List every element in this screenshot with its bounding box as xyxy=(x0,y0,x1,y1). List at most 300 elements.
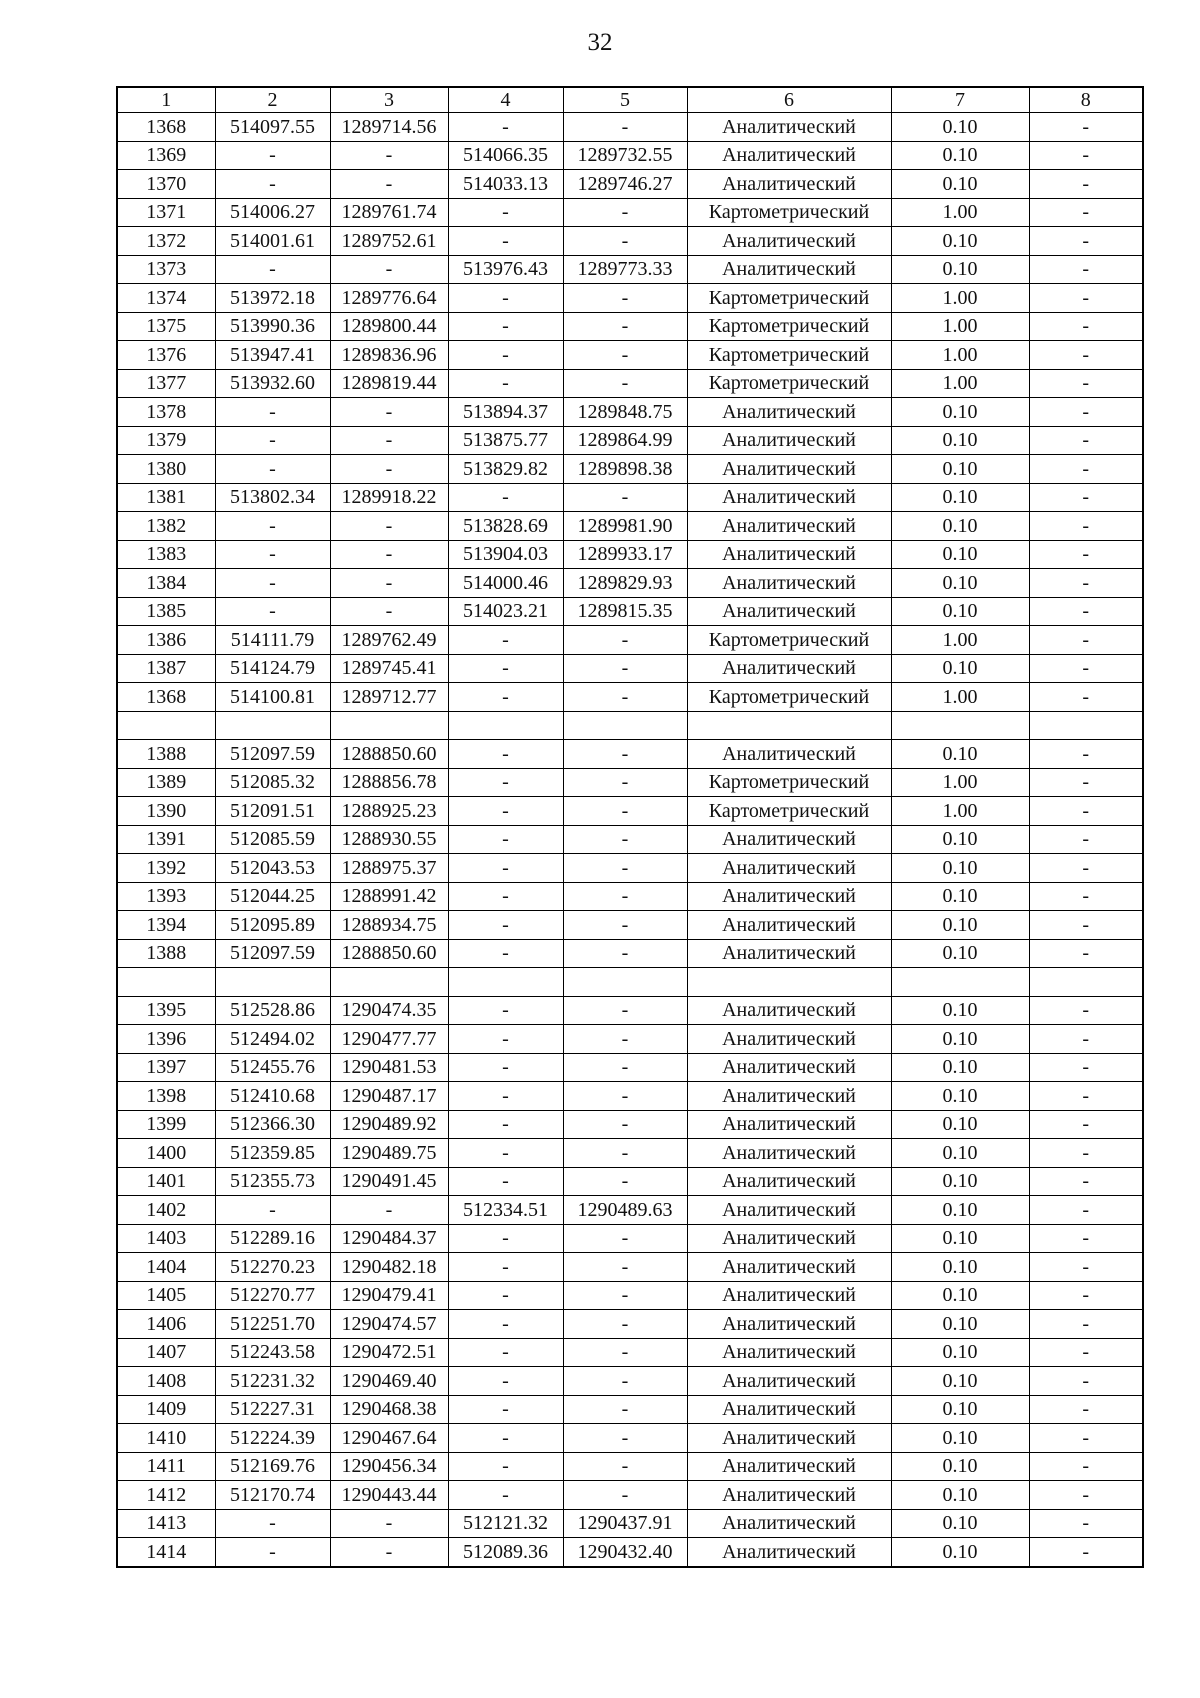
method-cell: Аналитический xyxy=(687,1110,891,1139)
x-new-cell: - xyxy=(448,1424,563,1453)
y-new-cell: 1289848.75 xyxy=(563,398,687,427)
y-new-cell: 1289815.35 xyxy=(563,597,687,626)
table-row xyxy=(117,426,1143,455)
x-new-cell: 513875.77 xyxy=(448,426,563,455)
x-existing-cell: 512455.76 xyxy=(215,1053,330,1082)
x-new-cell: 514033.13 xyxy=(448,170,563,199)
y-existing-cell: 1290484.37 xyxy=(330,1224,448,1253)
y-new-cell: - xyxy=(563,768,687,797)
note-cell: - xyxy=(1029,198,1143,227)
x-new-cell: - xyxy=(448,1253,563,1282)
table-row xyxy=(117,1253,1143,1282)
y-existing-cell: - xyxy=(330,540,448,569)
accuracy-cell: 0.10 xyxy=(891,882,1029,911)
point-number-cell: 1413 xyxy=(117,1509,215,1538)
note-cell: - xyxy=(1029,740,1143,769)
method-cell: Аналитический xyxy=(687,1025,891,1054)
header-row xyxy=(117,87,1143,113)
x-existing-cell: 512528.86 xyxy=(215,996,330,1025)
x-existing-cell: 514001.61 xyxy=(215,227,330,256)
table-header xyxy=(117,87,1143,113)
table-row xyxy=(117,1452,1143,1481)
y-existing-cell: 1289745.41 xyxy=(330,654,448,683)
table-row xyxy=(117,597,1143,626)
note-cell: - xyxy=(1029,540,1143,569)
note-cell: - xyxy=(1029,141,1143,170)
table-row xyxy=(117,1196,1143,1225)
x-existing-cell: 512043.53 xyxy=(215,854,330,883)
accuracy-cell: 0.10 xyxy=(891,569,1029,598)
x-existing-cell: 512270.77 xyxy=(215,1281,330,1310)
y-existing-cell: 1288856.78 xyxy=(330,768,448,797)
accuracy-cell: 1.00 xyxy=(891,198,1029,227)
page-number: 32 xyxy=(587,29,613,56)
header-cell-col-7: 7 xyxy=(891,87,1029,113)
table-row xyxy=(117,1139,1143,1168)
header-cell-col-5: 5 xyxy=(563,87,687,113)
table-row xyxy=(117,1395,1143,1424)
note-cell: - xyxy=(1029,426,1143,455)
method-cell: Аналитический xyxy=(687,1196,891,1225)
note-cell: - xyxy=(1029,854,1143,883)
point-number-cell: 1407 xyxy=(117,1338,215,1367)
x-existing-cell: 514100.81 xyxy=(215,683,330,712)
y-new-cell: 1289773.33 xyxy=(563,255,687,284)
x-new-cell: - xyxy=(448,911,563,940)
note-cell: - xyxy=(1029,1082,1143,1111)
point-number-cell: 1387 xyxy=(117,654,215,683)
y-existing-cell: 1289712.77 xyxy=(330,683,448,712)
y-new-cell: - xyxy=(563,882,687,911)
accuracy-cell: 0.10 xyxy=(891,1367,1029,1396)
y-existing-cell: 1289762.49 xyxy=(330,626,448,655)
x-existing-cell: 512355.73 xyxy=(215,1167,330,1196)
method-cell: Картометрический xyxy=(687,198,891,227)
table-row xyxy=(117,398,1143,427)
point-number-cell: 1395 xyxy=(117,996,215,1025)
note-cell: - xyxy=(1029,911,1143,940)
y-new-cell: - xyxy=(563,1139,687,1168)
method-cell: Картометрический xyxy=(687,284,891,313)
table-row xyxy=(117,854,1143,883)
method-cell: Аналитический xyxy=(687,1253,891,1282)
note-cell: - xyxy=(1029,512,1143,541)
point-number-cell: 1374 xyxy=(117,284,215,313)
note-cell: - xyxy=(1029,569,1143,598)
table-row xyxy=(117,141,1143,170)
x-existing-cell: 514006.27 xyxy=(215,198,330,227)
accuracy-cell: 0.10 xyxy=(891,996,1029,1025)
y-new-cell: - xyxy=(563,341,687,370)
note-cell: - xyxy=(1029,882,1143,911)
accuracy-cell: 0.10 xyxy=(891,825,1029,854)
point-number-cell: 1410 xyxy=(117,1424,215,1453)
x-existing-cell: 513947.41 xyxy=(215,341,330,370)
y-existing-cell: - xyxy=(330,1538,448,1567)
y-existing-cell: - xyxy=(330,455,448,484)
y-existing-cell: 1288925.23 xyxy=(330,797,448,826)
table-row xyxy=(117,1025,1143,1054)
y-new-cell: - xyxy=(563,284,687,313)
x-existing-cell: 512231.32 xyxy=(215,1367,330,1396)
y-new-cell: - xyxy=(563,198,687,227)
y-new-cell: 1289933.17 xyxy=(563,540,687,569)
accuracy-cell: 0.10 xyxy=(891,227,1029,256)
y-existing-cell: 1289918.22 xyxy=(330,483,448,512)
y-existing-cell: - xyxy=(330,569,448,598)
y-new-cell: 1289732.55 xyxy=(563,141,687,170)
y-existing-cell: 1289776.64 xyxy=(330,284,448,313)
y-existing-cell: 1290469.40 xyxy=(330,1367,448,1396)
note-cell: - xyxy=(1029,483,1143,512)
method-cell: Аналитический xyxy=(687,597,891,626)
point-number-cell: 1405 xyxy=(117,1281,215,1310)
y-new-cell: - xyxy=(563,1395,687,1424)
y-new-cell xyxy=(563,711,687,740)
note-cell: - xyxy=(1029,626,1143,655)
note-cell: - xyxy=(1029,1310,1143,1339)
note-cell: - xyxy=(1029,1196,1143,1225)
accuracy-cell: 0.10 xyxy=(891,141,1029,170)
point-number-cell: 1388 xyxy=(117,740,215,769)
y-existing-cell: 1290477.77 xyxy=(330,1025,448,1054)
x-existing-cell: - xyxy=(215,398,330,427)
x-existing-cell: 512359.85 xyxy=(215,1139,330,1168)
x-existing-cell: 512169.76 xyxy=(215,1452,330,1481)
table-row xyxy=(117,711,1143,740)
point-number-cell xyxy=(117,968,215,997)
point-number-cell: 1384 xyxy=(117,569,215,598)
table-row xyxy=(117,1538,1143,1567)
accuracy-cell: 0.10 xyxy=(891,1310,1029,1339)
x-new-cell: 513894.37 xyxy=(448,398,563,427)
y-existing-cell: 1290468.38 xyxy=(330,1395,448,1424)
method-cell: Аналитический xyxy=(687,455,891,484)
x-new-cell: 513904.03 xyxy=(448,540,563,569)
point-number-cell: 1402 xyxy=(117,1196,215,1225)
y-existing-cell: - xyxy=(330,426,448,455)
table-row xyxy=(117,626,1143,655)
y-new-cell: - xyxy=(563,1424,687,1453)
x-existing-cell: 513972.18 xyxy=(215,284,330,313)
method-cell: Аналитический xyxy=(687,1538,891,1567)
table-row xyxy=(117,996,1143,1025)
accuracy-cell: 0.10 xyxy=(891,1110,1029,1139)
accuracy-cell: 0.10 xyxy=(891,740,1029,769)
method-cell: Картометрический xyxy=(687,626,891,655)
x-new-cell: - xyxy=(448,768,563,797)
point-number-cell: 1411 xyxy=(117,1452,215,1481)
x-existing-cell: - xyxy=(215,512,330,541)
accuracy-cell: 1.00 xyxy=(891,312,1029,341)
x-new-cell: - xyxy=(448,369,563,398)
method-cell: Аналитический xyxy=(687,512,891,541)
x-new-cell: - xyxy=(448,1281,563,1310)
point-number-cell: 1370 xyxy=(117,170,215,199)
y-existing-cell: 1290489.92 xyxy=(330,1110,448,1139)
accuracy-cell: 0.10 xyxy=(891,1053,1029,1082)
point-number-cell: 1378 xyxy=(117,398,215,427)
x-new-cell: - xyxy=(448,284,563,313)
x-existing-cell: - xyxy=(215,426,330,455)
y-existing-cell: - xyxy=(330,170,448,199)
y-new-cell: - xyxy=(563,1224,687,1253)
point-number-cell: 1381 xyxy=(117,483,215,512)
y-new-cell: - xyxy=(563,227,687,256)
point-number-cell: 1408 xyxy=(117,1367,215,1396)
x-new-cell: - xyxy=(448,740,563,769)
point-number-cell: 1397 xyxy=(117,1053,215,1082)
table-row xyxy=(117,455,1143,484)
accuracy-cell: 0.10 xyxy=(891,540,1029,569)
y-new-cell: - xyxy=(563,626,687,655)
method-cell: Аналитический xyxy=(687,996,891,1025)
point-number-cell: 1373 xyxy=(117,255,215,284)
y-new-cell: - xyxy=(563,1281,687,1310)
point-number-cell: 1400 xyxy=(117,1139,215,1168)
accuracy-cell: 0.10 xyxy=(891,1424,1029,1453)
note-cell: - xyxy=(1029,1338,1143,1367)
point-number-cell: 1392 xyxy=(117,854,215,883)
accuracy-cell: 1.00 xyxy=(891,626,1029,655)
x-new-cell: - xyxy=(448,654,563,683)
x-existing-cell: 513932.60 xyxy=(215,369,330,398)
table-row xyxy=(117,170,1143,199)
x-new-cell: - xyxy=(448,1310,563,1339)
note-cell: - xyxy=(1029,312,1143,341)
method-cell: Аналитический xyxy=(687,227,891,256)
point-number-cell: 1368 xyxy=(117,683,215,712)
x-new-cell: 514023.21 xyxy=(448,597,563,626)
y-existing-cell xyxy=(330,711,448,740)
note-cell: - xyxy=(1029,1395,1143,1424)
y-new-cell: 1290432.40 xyxy=(563,1538,687,1567)
x-new-cell: - xyxy=(448,1053,563,1082)
x-existing-cell: 514097.55 xyxy=(215,113,330,142)
point-number-cell: 1380 xyxy=(117,455,215,484)
accuracy-cell: 0.10 xyxy=(891,1509,1029,1538)
y-new-cell: - xyxy=(563,854,687,883)
method-cell: Аналитический xyxy=(687,141,891,170)
table-row xyxy=(117,198,1143,227)
method-cell: Аналитический xyxy=(687,1481,891,1510)
note-cell: - xyxy=(1029,825,1143,854)
accuracy-cell: 1.00 xyxy=(891,369,1029,398)
y-new-cell: - xyxy=(563,369,687,398)
accuracy-cell: 0.10 xyxy=(891,1253,1029,1282)
y-existing-cell: 1290487.17 xyxy=(330,1082,448,1111)
method-cell: Аналитический xyxy=(687,113,891,142)
y-new-cell: 1289898.38 xyxy=(563,455,687,484)
x-new-cell: - xyxy=(448,626,563,655)
note-cell: - xyxy=(1029,284,1143,313)
x-existing-cell: 512289.16 xyxy=(215,1224,330,1253)
x-new-cell: - xyxy=(448,1338,563,1367)
table-row xyxy=(117,113,1143,142)
accuracy-cell: 0.10 xyxy=(891,1224,1029,1253)
x-existing-cell: 512410.68 xyxy=(215,1082,330,1111)
method-cell: Картометрический xyxy=(687,312,891,341)
y-existing-cell: 1290491.45 xyxy=(330,1167,448,1196)
note-cell: - xyxy=(1029,654,1143,683)
x-new-cell: - xyxy=(448,939,563,968)
method-cell: Аналитический xyxy=(687,854,891,883)
x-existing-cell: 512494.02 xyxy=(215,1025,330,1054)
x-existing-cell xyxy=(215,968,330,997)
y-new-cell: 1289981.90 xyxy=(563,512,687,541)
note-cell: - xyxy=(1029,255,1143,284)
table-row xyxy=(117,825,1143,854)
point-number-cell: 1383 xyxy=(117,540,215,569)
table-row xyxy=(117,284,1143,313)
accuracy-cell: 1.00 xyxy=(891,341,1029,370)
x-existing-cell: 512044.25 xyxy=(215,882,330,911)
x-new-cell: 512089.36 xyxy=(448,1538,563,1567)
y-existing-cell: 1290474.57 xyxy=(330,1310,448,1339)
y-new-cell: - xyxy=(563,1025,687,1054)
table-row xyxy=(117,483,1143,512)
method-cell: Аналитический xyxy=(687,483,891,512)
table-row xyxy=(117,369,1143,398)
y-existing-cell: - xyxy=(330,255,448,284)
x-existing-cell: 514124.79 xyxy=(215,654,330,683)
x-existing-cell: - xyxy=(215,1509,330,1538)
accuracy-cell: 1.00 xyxy=(891,284,1029,313)
x-new-cell xyxy=(448,711,563,740)
y-new-cell: 1289829.93 xyxy=(563,569,687,598)
x-new-cell: 512121.32 xyxy=(448,1509,563,1538)
header-cell-col-1: 1 xyxy=(117,87,215,113)
x-existing-cell: 512097.59 xyxy=(215,939,330,968)
method-cell: Аналитический xyxy=(687,740,891,769)
note-cell: - xyxy=(1029,683,1143,712)
y-existing-cell: 1288930.55 xyxy=(330,825,448,854)
y-existing-cell: 1288850.60 xyxy=(330,939,448,968)
point-number-cell: 1399 xyxy=(117,1110,215,1139)
point-number-cell: 1396 xyxy=(117,1025,215,1054)
y-new-cell: - xyxy=(563,312,687,341)
y-new-cell: - xyxy=(563,1253,687,1282)
method-cell: Аналитический xyxy=(687,1452,891,1481)
note-cell: - xyxy=(1029,1281,1143,1310)
note-cell: - xyxy=(1029,996,1143,1025)
y-existing-cell: 1290482.18 xyxy=(330,1253,448,1282)
accuracy-cell xyxy=(891,711,1029,740)
point-number-cell: 1368 xyxy=(117,113,215,142)
header-cell-col-8: 8 xyxy=(1029,87,1143,113)
table-row xyxy=(117,512,1143,541)
method-cell: Аналитический xyxy=(687,1139,891,1168)
x-new-cell: - xyxy=(448,1452,563,1481)
table-row xyxy=(117,740,1143,769)
x-new-cell: - xyxy=(448,312,563,341)
point-number-cell: 1403 xyxy=(117,1224,215,1253)
table-row xyxy=(117,1082,1143,1111)
x-new-cell xyxy=(448,968,563,997)
x-new-cell: 513829.82 xyxy=(448,455,563,484)
x-new-cell: - xyxy=(448,1167,563,1196)
note-cell: - xyxy=(1029,1367,1143,1396)
method-cell: Аналитический xyxy=(687,825,891,854)
method-cell: Картометрический xyxy=(687,341,891,370)
header-cell-col-3: 3 xyxy=(330,87,448,113)
method-cell: Картометрический xyxy=(687,797,891,826)
method-cell: Аналитический xyxy=(687,1509,891,1538)
note-cell: - xyxy=(1029,170,1143,199)
accuracy-cell: 0.10 xyxy=(891,654,1029,683)
x-existing-cell: - xyxy=(215,597,330,626)
point-number-cell: 1385 xyxy=(117,597,215,626)
table-row xyxy=(117,797,1143,826)
method-cell: Аналитический xyxy=(687,1281,891,1310)
point-number-cell: 1391 xyxy=(117,825,215,854)
y-existing-cell: 1290481.53 xyxy=(330,1053,448,1082)
note-cell: - xyxy=(1029,797,1143,826)
method-cell: Аналитический xyxy=(687,255,891,284)
note-cell: - xyxy=(1029,1110,1143,1139)
point-number-cell: 1375 xyxy=(117,312,215,341)
note-cell: - xyxy=(1029,1424,1143,1453)
accuracy-cell: 0.10 xyxy=(891,1167,1029,1196)
x-existing-cell: - xyxy=(215,1538,330,1567)
point-number-cell: 1389 xyxy=(117,768,215,797)
point-number-cell: 1412 xyxy=(117,1481,215,1510)
method-cell: Аналитический xyxy=(687,1395,891,1424)
y-new-cell: 1289864.99 xyxy=(563,426,687,455)
table-row xyxy=(117,227,1143,256)
point-number-cell: 1390 xyxy=(117,797,215,826)
point-number-cell: 1404 xyxy=(117,1253,215,1282)
method-cell: Картометрический xyxy=(687,683,891,712)
x-existing-cell: 512243.58 xyxy=(215,1338,330,1367)
method-cell: Аналитический xyxy=(687,1310,891,1339)
y-new-cell: - xyxy=(563,654,687,683)
note-cell: - xyxy=(1029,455,1143,484)
x-new-cell: - xyxy=(448,341,563,370)
x-existing-cell: 512085.59 xyxy=(215,825,330,854)
y-existing-cell: 1289761.74 xyxy=(330,198,448,227)
y-existing-cell: - xyxy=(330,1509,448,1538)
accuracy-cell: 0.10 xyxy=(891,854,1029,883)
accuracy-cell xyxy=(891,968,1029,997)
table-row xyxy=(117,683,1143,712)
note-cell: - xyxy=(1029,1025,1143,1054)
note-cell: - xyxy=(1029,1253,1143,1282)
y-new-cell: - xyxy=(563,996,687,1025)
x-new-cell: - xyxy=(448,483,563,512)
point-number-cell: 1372 xyxy=(117,227,215,256)
y-existing-cell: 1288991.42 xyxy=(330,882,448,911)
x-new-cell: - xyxy=(448,113,563,142)
y-new-cell: - xyxy=(563,683,687,712)
table-row xyxy=(117,1509,1143,1538)
method-cell: Аналитический xyxy=(687,654,891,683)
x-existing-cell: 514111.79 xyxy=(215,626,330,655)
x-new-cell: - xyxy=(448,854,563,883)
accuracy-cell: 0.10 xyxy=(891,939,1029,968)
y-existing-cell: 1290443.44 xyxy=(330,1481,448,1510)
y-existing-cell: 1290472.51 xyxy=(330,1338,448,1367)
method-cell: Аналитический xyxy=(687,1338,891,1367)
x-existing-cell: - xyxy=(215,141,330,170)
y-new-cell: 1290489.63 xyxy=(563,1196,687,1225)
y-existing-cell: 1290467.64 xyxy=(330,1424,448,1453)
accuracy-cell: 0.10 xyxy=(891,455,1029,484)
y-new-cell: - xyxy=(563,1452,687,1481)
note-cell: - xyxy=(1029,398,1143,427)
x-existing-cell: - xyxy=(215,540,330,569)
accuracy-cell: 0.10 xyxy=(891,1481,1029,1510)
